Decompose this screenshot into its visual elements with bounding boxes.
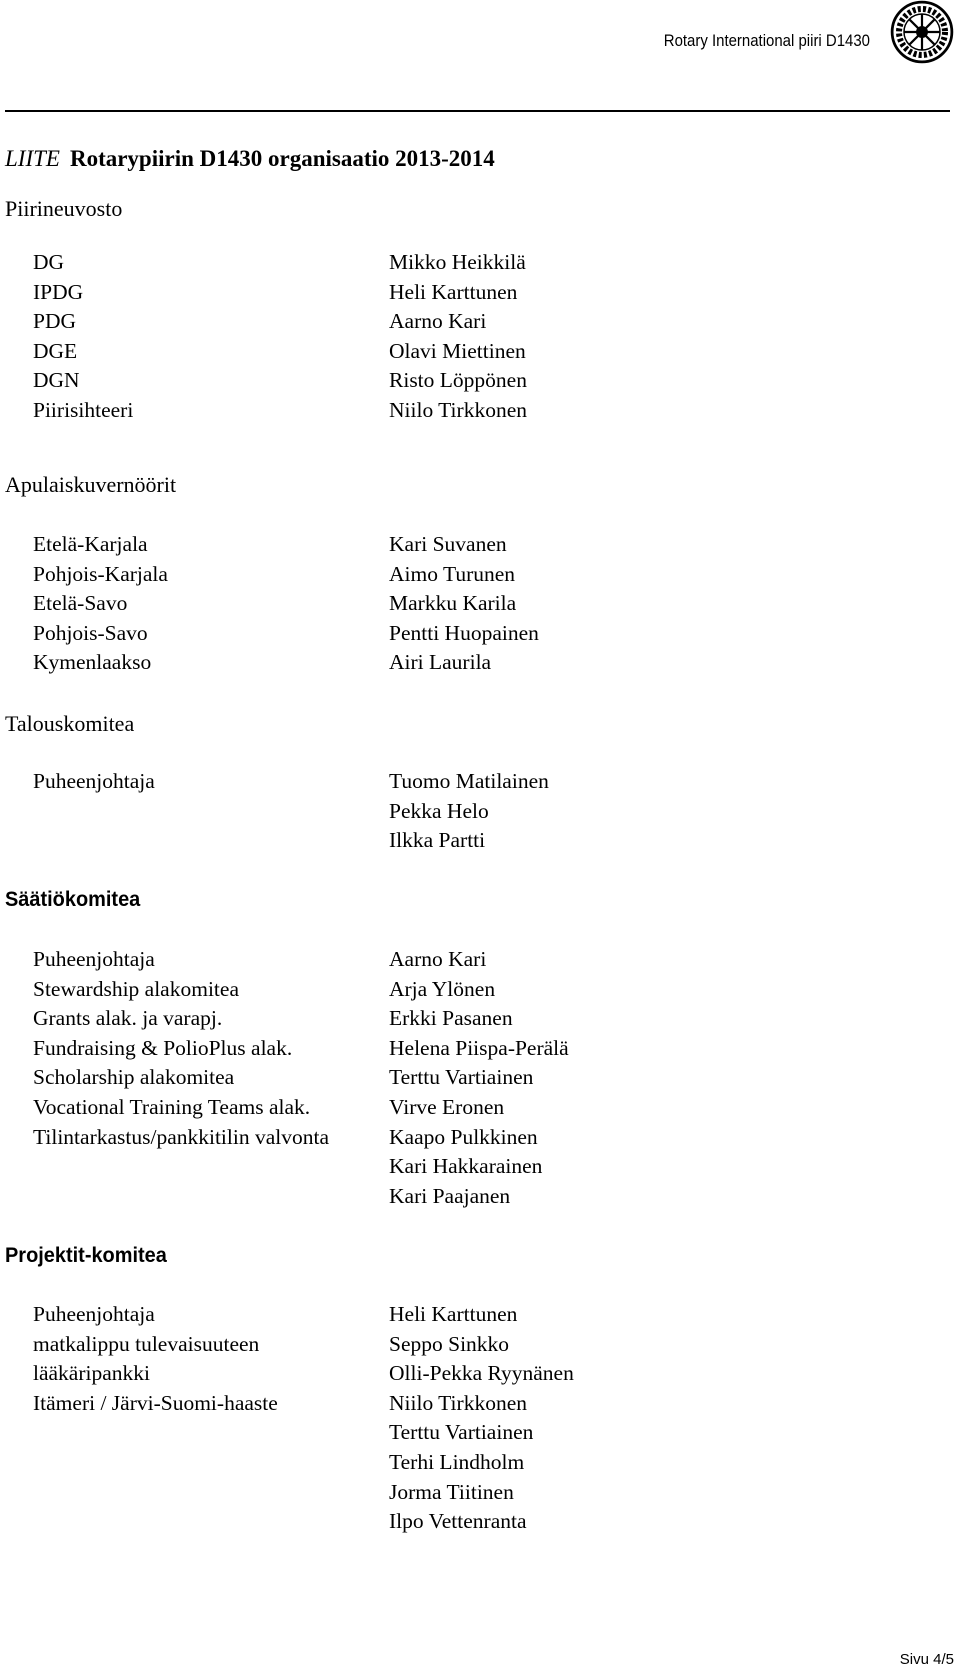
person-name: Risto Löppönen [389, 368, 527, 393]
role-label: Kymenlaakso [33, 650, 152, 675]
person-name: Virve Eronen [389, 1094, 505, 1119]
person-name: Ilpo Vettenranta [389, 1509, 527, 1534]
person-name: Airi Laurila [389, 650, 492, 675]
role-label: Puheenjohtaja [33, 769, 155, 793]
person-name: Seppo Sinkko [389, 1331, 510, 1356]
role-label: Etelä-Karjala [33, 532, 148, 556]
saatiokomitea-names [389, 945, 569, 1211]
person-name: Tuomo Matilainen [389, 769, 549, 793]
rotary-logo-icon [890, 0, 954, 64]
apulaiskuvernoorit-roles [33, 530, 168, 678]
person-name: Heli Karttunen [389, 1302, 518, 1326]
person-name: Erkki Pasanen [389, 1006, 513, 1031]
section-heading-saatiokomitea: Säätiökomitea [5, 888, 141, 911]
role-label: PDG [33, 309, 77, 334]
document-title-text: Rotarypiirin D1430 organisaatio 2013-2014 [69, 146, 495, 171]
role-label: Puheenjohtaja [33, 1302, 155, 1326]
role-label: Itämeri / Järvi-Suomi-haaste [33, 1390, 278, 1415]
section-heading-projektit: Projektit-komitea [5, 1244, 167, 1267]
saatiokomitea-roles [33, 945, 329, 1152]
person-name: Terttu Vartiainen [389, 1420, 534, 1445]
role-label: matkalippu tulevaisuuteen [33, 1331, 260, 1356]
role-label: Stewardship alakomitea [33, 976, 239, 1001]
person-name: Heli Karttunen [389, 279, 518, 304]
section-heading-talouskomitea: Talouskomitea [5, 711, 135, 736]
role-label: Tilintarkastus/pankkitilin valvonta [33, 1124, 330, 1149]
role-label: Etelä-Savo [33, 591, 128, 616]
role-label: DG [33, 250, 65, 274]
role-label: Piirisihteeri [33, 397, 134, 422]
role-label: DGE [33, 338, 78, 363]
person-name: Terttu Vartiainen [389, 1065, 534, 1090]
person-name: Niilo Tirkkonen [389, 397, 527, 422]
document-title [5, 146, 495, 172]
apulaiskuvernoorit-names [389, 530, 539, 678]
role-label: Grants alak. ja varapj. [33, 1006, 223, 1031]
person-name: Pekka Helo [389, 798, 489, 823]
person-name: Aarno Kari [389, 947, 487, 971]
person-name: Aimo Turunen [389, 561, 516, 586]
projektit-roles [33, 1300, 278, 1418]
person-name: Arja Ylönen [389, 976, 496, 1001]
talouskomitea-names [389, 767, 549, 856]
role-label: Pohjois-Savo [33, 620, 148, 645]
piirineuvosto-names [389, 248, 527, 426]
projektit-names [389, 1300, 574, 1537]
person-name: Helena Piispa-Perälä [389, 1035, 569, 1060]
role-label: Pohjois-Karjala [33, 561, 168, 586]
section-heading-apulaiskuvernoorit: Apulaiskuvernöörit [5, 472, 177, 497]
person-name: Kari Suvanen [389, 532, 507, 556]
person-name: Ilkka Partti [389, 828, 486, 853]
person-name: Olavi Miettinen [389, 338, 526, 363]
person-name: Kari Hakkarainen [389, 1154, 543, 1179]
document-title-prefix: LIITE [5, 146, 60, 171]
person-name: Pentti Huopainen [389, 620, 539, 645]
section-heading-piirineuvosto: Piirineuvosto [5, 196, 123, 221]
page-number: Sivu 4/5 [899, 1651, 954, 1668]
role-label: Puheenjohtaja [33, 947, 155, 971]
talouskomitea-roles [33, 767, 155, 797]
role-label: Fundraising & PolioPlus alak. [33, 1035, 293, 1060]
role-label: lääkäripankki [33, 1361, 151, 1386]
role-label: DGN [33, 368, 80, 393]
role-label: IPDG [33, 279, 84, 304]
header-divider [5, 110, 950, 112]
person-name: Olli-Pekka Ryynänen [389, 1361, 574, 1386]
role-label: Vocational Training Teams alak. [33, 1094, 311, 1119]
piirineuvosto-roles [33, 248, 133, 426]
person-name: Markku Karila [389, 591, 517, 616]
person-name: Niilo Tirkkonen [389, 1390, 527, 1415]
person-name: Mikko Heikkilä [389, 250, 526, 274]
role-label: Scholarship alakomitea [33, 1065, 235, 1090]
person-name: Aarno Kari [389, 309, 487, 334]
person-name: Terhi Lindholm [389, 1449, 525, 1474]
person-name: Kari Paajanen [389, 1183, 511, 1208]
person-name: Jorma Tiitinen [389, 1479, 514, 1504]
person-name: Kaapo Pulkkinen [389, 1124, 538, 1149]
page-header-title: Rotary International piiri D1430 [663, 31, 870, 50]
